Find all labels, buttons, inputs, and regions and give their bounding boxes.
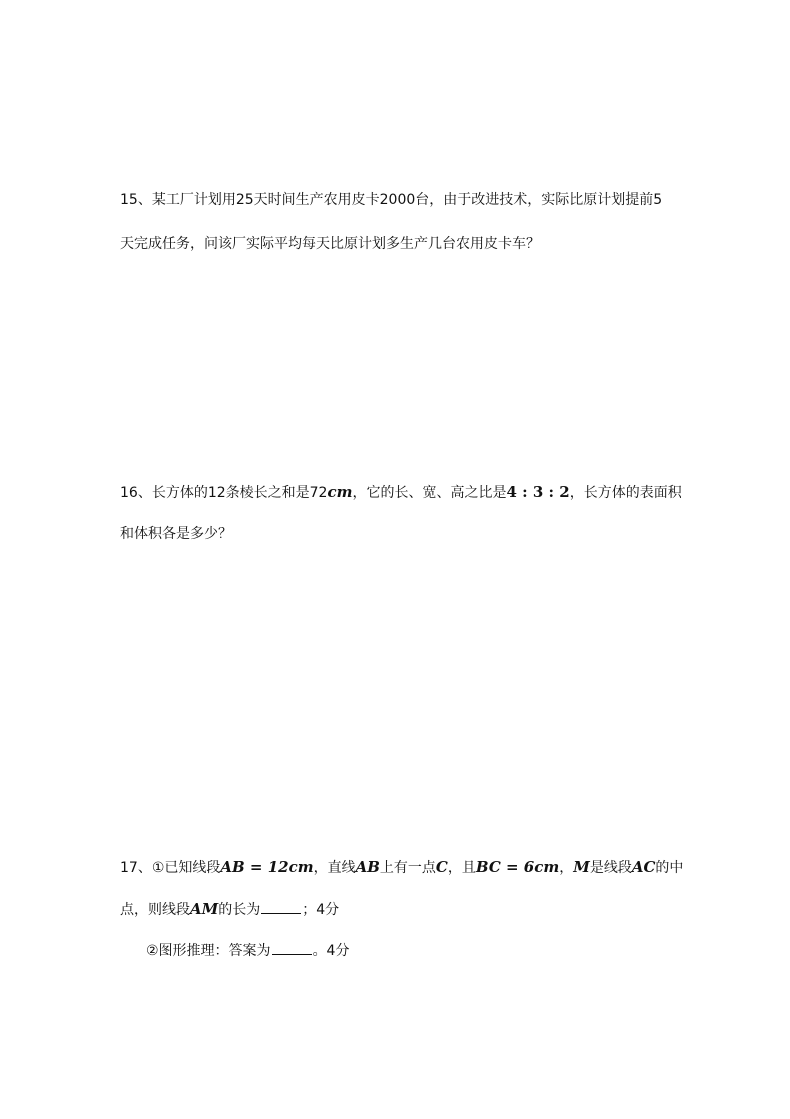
q17-expr-bc-6cm: BC = 6cm: [475, 858, 560, 876]
q17-expr-ab-12cm: AB = 12cm: [220, 858, 314, 876]
q17-text-4: ，且: [447, 860, 476, 876]
answer-blank-2[interactable]: [272, 940, 312, 955]
q17-line3-text-2: 。4分: [312, 943, 350, 959]
q17-expr-m: M: [573, 858, 590, 876]
q17-text-6: 是线段: [589, 860, 632, 876]
q17-line-1: [120, 857, 683, 878]
q17-line-2: [120, 899, 339, 920]
q16-text-3: ，长方体的表面积: [569, 485, 682, 501]
q16-line-2: 和体积各是多少？: [120, 526, 232, 542]
q17-line-3: [146, 940, 349, 961]
q17-expr-ab: AB: [355, 858, 380, 876]
q17-line3-text-1: ②图形推理：答案为: [146, 943, 271, 959]
q15-line-1: 15、某工厂计划用25天时间生产农用皮卡2000台，由于改进技术，实际比原计划提前5: [120, 192, 663, 208]
q17-line2-text-1: 点，则线段: [120, 902, 190, 918]
q17-text-3: 上有一点: [379, 860, 436, 876]
q17-expr-am: AM: [190, 900, 219, 918]
q17-expr-ac: AC: [631, 858, 656, 876]
q16-text-2: ，它的长、宽、高之比是: [352, 485, 507, 501]
q17-text-7: 的中: [655, 860, 684, 876]
q17-text-5: ，: [559, 860, 574, 876]
q17-line2-text-2: 的长为: [218, 902, 261, 918]
answer-blank-1[interactable]: [261, 899, 301, 914]
q16-ratio: 4 : 3 : 2: [506, 483, 570, 501]
q17-text-1: 17、①已知线段: [120, 860, 221, 876]
q17-expr-c: C: [435, 858, 448, 876]
q16-text-1: 16、长方体的12条棱长之和是72: [120, 485, 328, 501]
q16-line-1: [120, 482, 682, 503]
q15-line-2: 天完成任务，问该厂实际平均每天比原计划多生产几台农用皮卡车？: [120, 236, 540, 252]
q16-unit: cm: [327, 483, 353, 501]
q17-line2-text-3: ；4分: [302, 902, 340, 918]
q17-text-2: ，直线: [313, 860, 356, 876]
